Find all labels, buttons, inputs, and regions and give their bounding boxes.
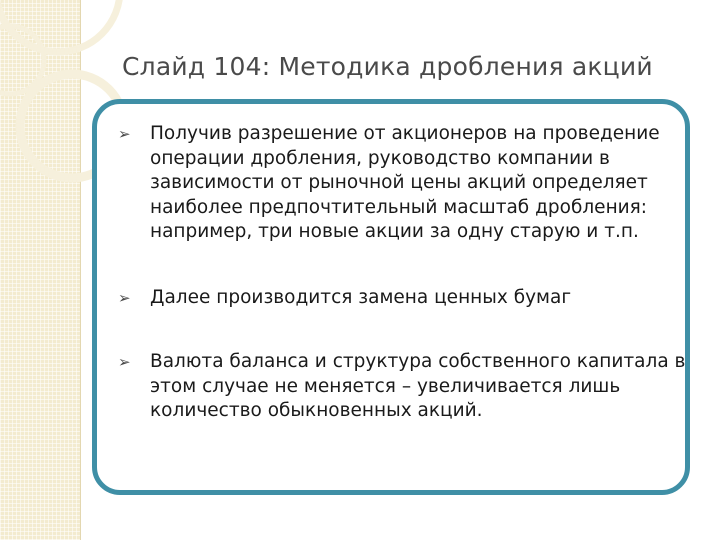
arrow-bullet-icon: ➢ [118, 289, 131, 307]
slide-title: Слайд 104: Методика дробления акций [122, 52, 653, 81]
arrow-bullet-icon: ➢ [118, 125, 131, 143]
arrow-bullet-icon: ➢ [118, 353, 131, 371]
decorative-left-band [0, 0, 81, 540]
bullet-text: Валюта баланса и структура собственного капитала в этом случае не меняется – увеличивается лишь количество обыкновенных акций. [150, 351, 686, 421]
bullet-text: Далее производится замена ценных бумаг [150, 287, 572, 308]
bullet-item [112, 286, 692, 311]
bullet-text: Получив разрешение от акционеров на проведение операции дробления, руководство компании в зависимости от рыночной цены акций определяет наиболее предпочтительный масштаб дробления: например, три новые акции за одну старую и т.п. [150, 123, 660, 242]
bullet-item [112, 122, 692, 245]
bullet-item [112, 350, 692, 424]
